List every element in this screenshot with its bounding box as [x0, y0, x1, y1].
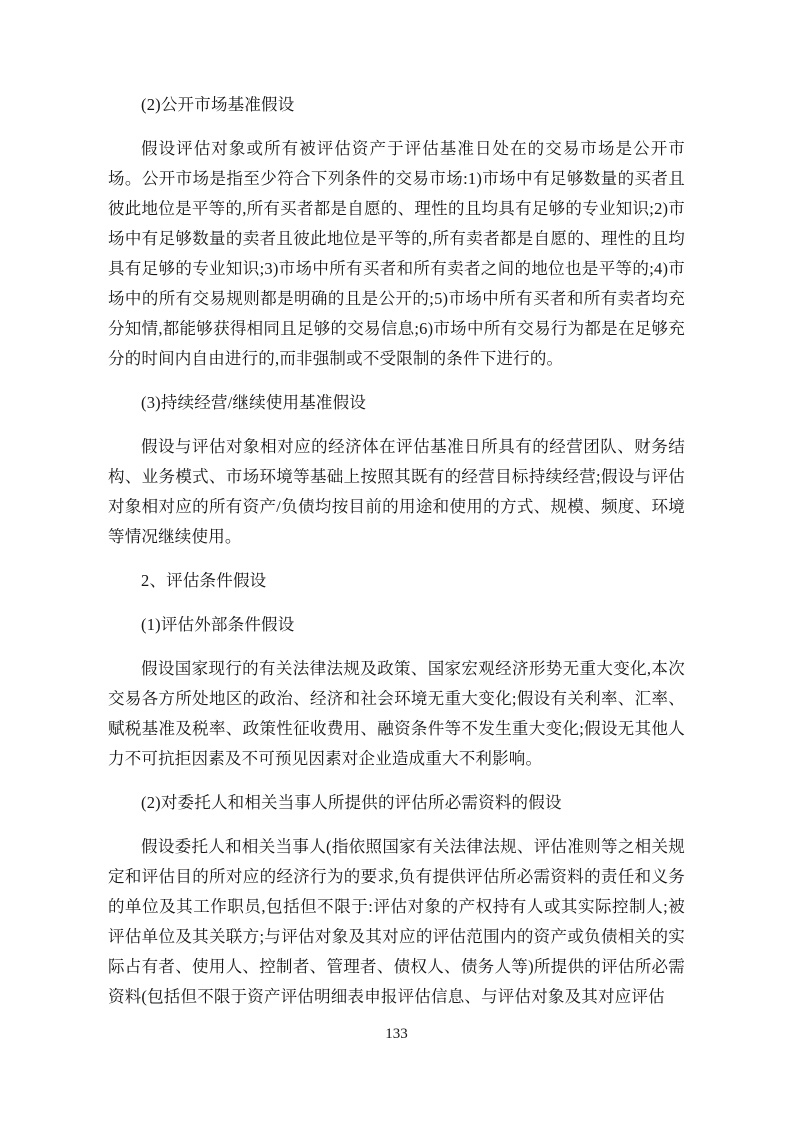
body-paragraph-going-concern: 假设与评估对象相对应的经济体在评估基准日所具有的经营团队、财务结构、业务模式、市场环境等基础上按照其既有的经营目标持续经营;假设与评估对象相对应的所有资产/负债均按目前的用途和使用的方式、规模、频度、环境等情况继续使用。: [108, 437, 685, 546]
section-heading-appraisal-condition-assumptions: 2、评估条件假设: [141, 571, 267, 590]
page-number: 133: [385, 1026, 408, 1042]
section-heading-open-market-assumption: (2)公开市场基准假设: [141, 95, 295, 114]
body-paragraph-open-market: 假设评估对象或所有被评估资产于评估基准日处在的交易市场是公开市场。公开市场是指至少符合下列条件的交易市场:1)市场中有足够数量的买者且彼此地位是平等的,所有买者都是自愿的、理性的且均具有足够的专业知识;2)市场中有足够数量的卖者且彼此地位是平等的,所有卖者都是自愿的、理性的且均具有足够的专业知识;3)市场中所有买者和所有卖者之间的地位也是平等的;4)市场中的所有交易规则都是明确的且是公开的;5)市场中所有买者和所有卖者均充分知情,都能够获得相同且足够的交易信息;6)市场中所有交易行为都是在足够充分的时间内自由进行的,而非强制或不受限制的条件下进行的。: [108, 139, 685, 368]
body-paragraph-external-conditions: 假设国家现行的有关法律法规及政策、国家宏观经济形势无重大变化,本次交易各方所处地区的政治、经济和社会环境无重大变化;假设有关利率、汇率、赋税基准及税率、政策性征收费用、融资条件等不发生重大变化;假设无其他人力不可抗拒因素及不可预见因素对企业造成重大不利影响。: [108, 659, 685, 768]
section-heading-external-condition-assumption: (1)评估外部条件假设: [141, 615, 295, 634]
body-paragraph-client-materials: 假设委托人和相关当事人(指依照国家有关法律法规、评估准则等之相关规定和评估目的所对应的经济行为的要求,负有提供评估所必需资料的责任和义务的单位及其工作职员,包括但不限于:评估对象的产权持有人或其实际控制人;被评估单位及其关联方;与评估对象及其对应的评估范围内的资产或负债相关的实际占有者、使用人、控制者、管理者、债权人、债务人等)所提供的评估所必需资料(包括但不限于资产评估明细表申报评估信息、与评估对象及其对应评估: [108, 837, 685, 1006]
section-heading-going-concern-assumption: (3)持续经营/继续使用基准假设: [141, 393, 367, 412]
section-heading-client-materials-assumption: (2)对委托人和相关当事人所提供的评估所必需资料的假设: [141, 793, 562, 812]
